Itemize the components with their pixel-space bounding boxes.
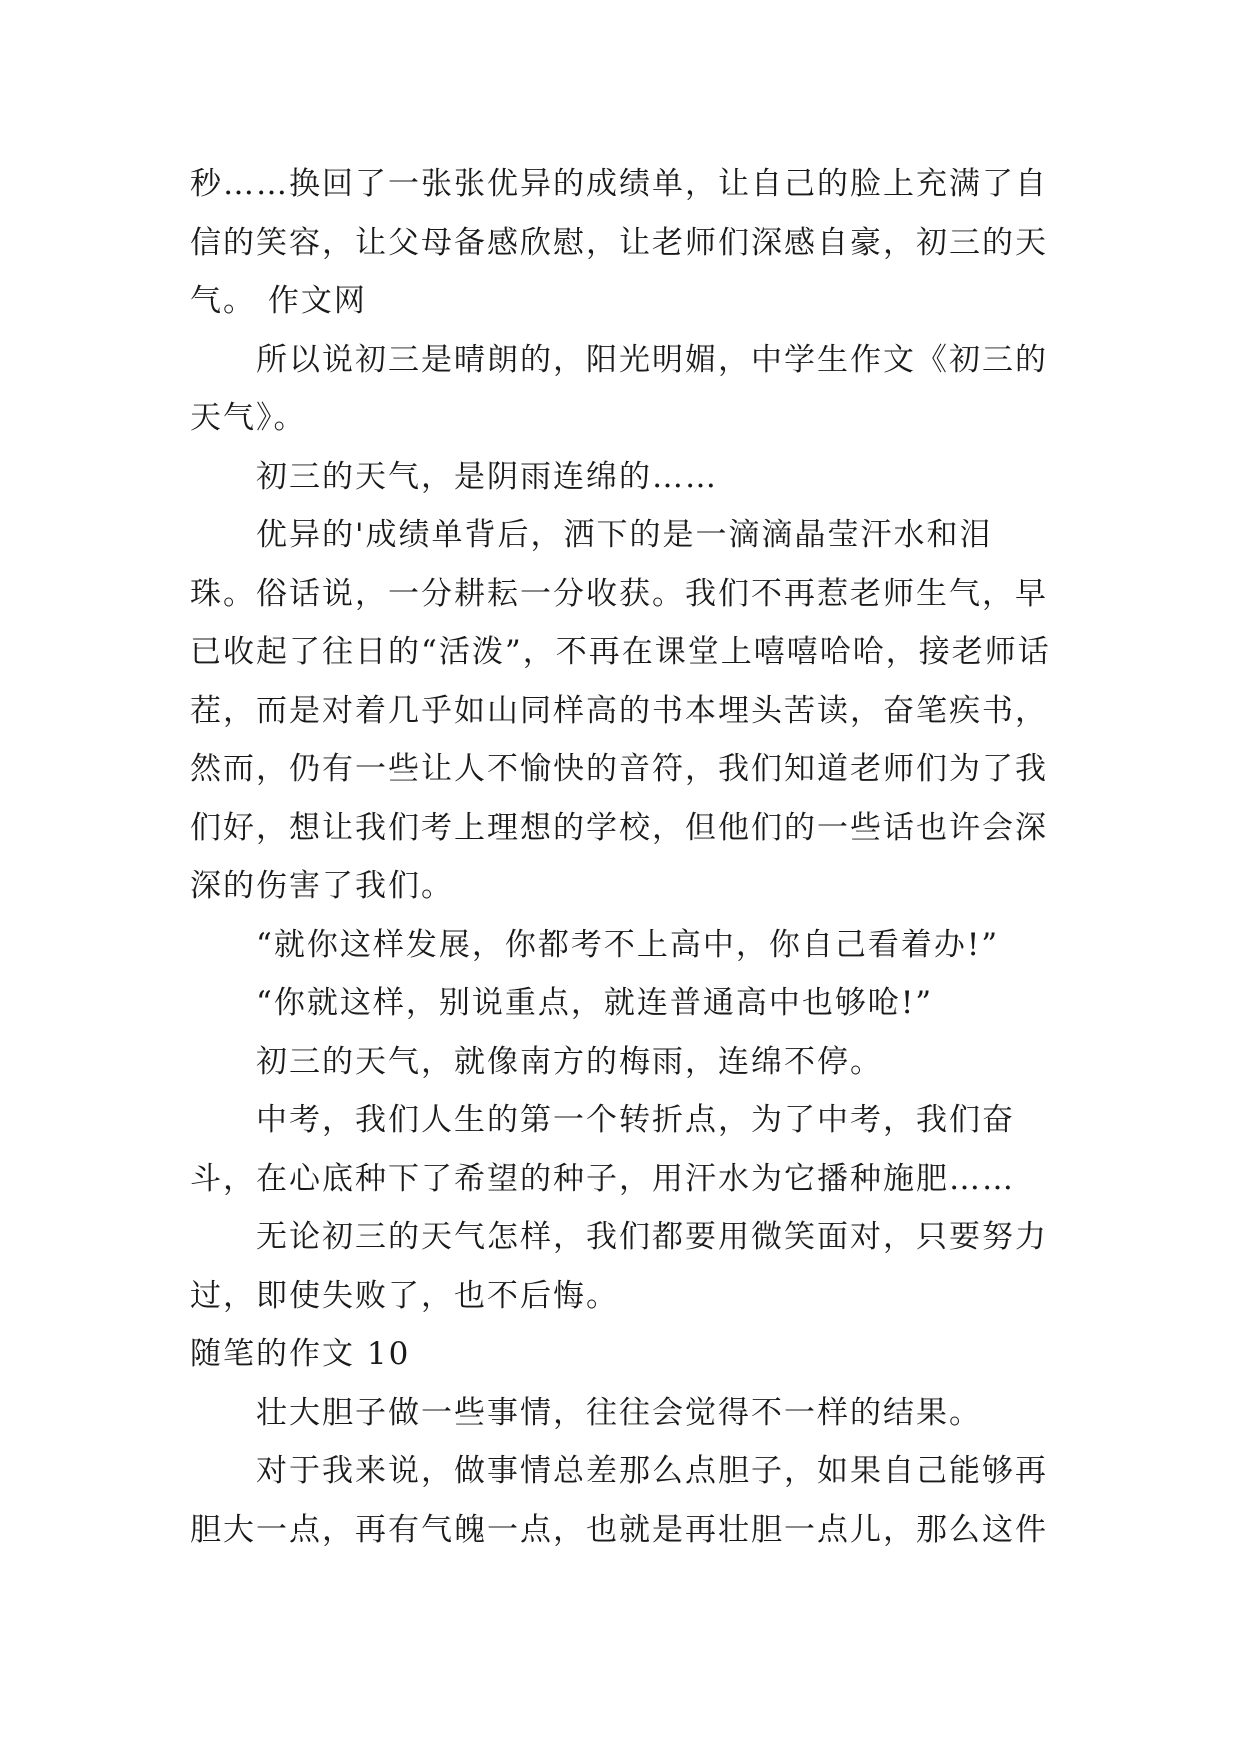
paragraph-8: 中考，我们人生的第一个转折点，为了中考，我们奋斗，在心底种下了希望的种子，用汗水为它播种施肥…… [190,1102,1015,1197]
paragraph-7: 初三的天气，就像南方的梅雨，连绵不停。 [256,1043,883,1080]
paragraph-6: “你就这样，别说重点，就连普通高中也够呛!” [256,985,934,1021]
paragraph-3: 初三的天气，是阴雨连绵的…… [256,458,718,495]
paragraph-11: 对于我来说，做事情总差那么点胆子，如果自己能够再胆大一点，再有气魄一点，也就是再壮胆一点儿，那么这件 [190,1453,1048,1548]
section-heading: 随笔的作文 10 [190,1336,411,1372]
paragraph-5: “就你这样发展，你都考不上高中，你自己看着办!” [256,926,1000,963]
paragraph-9: 无论初三的天气怎样，我们都要用微笑面对，只要努力过，即使失败了，也不后悔。 [190,1219,1048,1314]
paragraph-4: 优异的'成绩单背后，洒下的是一滴滴晶莹汗水和泪珠。俗话说，一分耕耘一分收获。我们不再惹老师生气，早已收起了往日的“活泼”，不再在课堂上嘻嘻哈哈，接老师话茬，而是对着几乎如山同样高的书本埋头苦读，奋笔疾书，然而，仍有一些让人不愉快的音符，我们知道老师们为了我们好，想让我们考上理想的学校，但他们的一些话也许会深深的伤害了我们。 [190,517,1051,904]
document-body [190,155,1058,1559]
paragraph-10: 壮大胆子做一些事情，往往会觉得不一样的结果。 [256,1394,982,1431]
paragraph-2: 所以说初三是晴朗的，阳光明媚，中学生作文《初三的天气》。 [190,341,1048,436]
paragraph-1: 秒……换回了一张张优异的成绩单，让自己的脸上充满了自信的笑容，让父母备感欣慰，让老师们深感自豪，初三的天气。 作文网 [190,166,1048,319]
